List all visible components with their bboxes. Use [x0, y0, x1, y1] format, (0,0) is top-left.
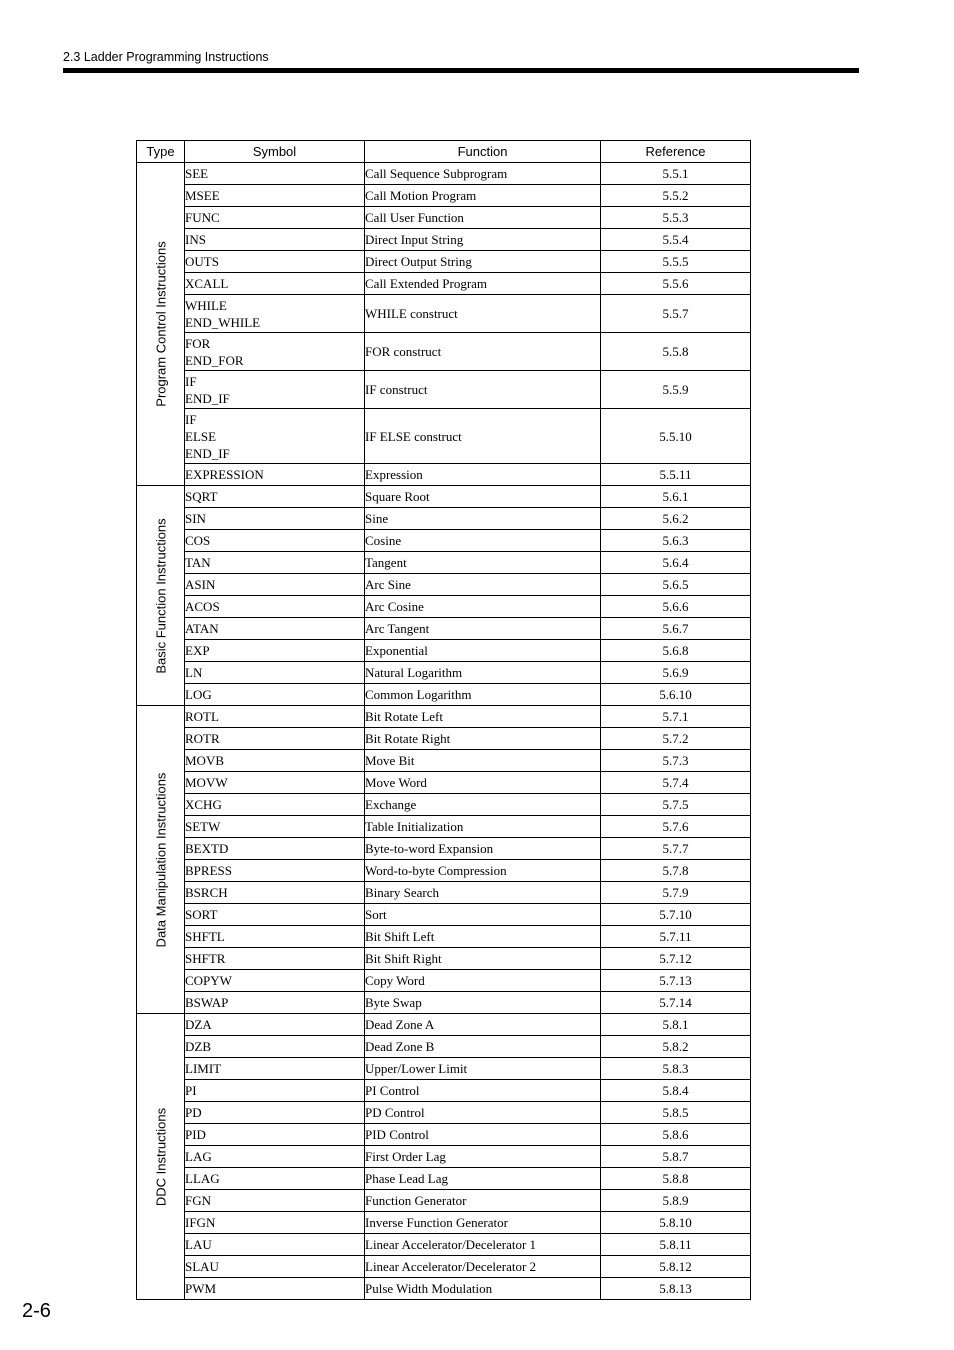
- table-row: [137, 640, 751, 662]
- symbol-cell: [185, 1014, 365, 1036]
- table-row: [137, 838, 751, 860]
- table-row: [137, 772, 751, 794]
- reference-cell: 5.7.2: [601, 728, 751, 750]
- symbol-text: WHILE: [185, 297, 227, 313]
- symbol-cell: [185, 794, 365, 816]
- symbol-cell: [185, 1058, 365, 1080]
- reference-cell: 5.5.10: [601, 409, 751, 464]
- table-row: [137, 185, 751, 207]
- table-row: [137, 1036, 751, 1058]
- symbol-text: XCHG: [185, 797, 222, 812]
- symbol-text: ATAN: [185, 621, 219, 636]
- symbol-text: LAU: [185, 1237, 212, 1252]
- symbol-text: FUNC: [185, 210, 220, 225]
- symbol-text: BSRCH: [185, 885, 228, 900]
- type-cell: [137, 706, 185, 1014]
- reference-cell: 5.7.5: [601, 794, 751, 816]
- function-cell: Cosine: [365, 530, 601, 552]
- table-row: [137, 163, 751, 185]
- function-cell: Call Extended Program: [365, 273, 601, 295]
- table-row: [137, 371, 751, 409]
- reference-cell: 5.5.4: [601, 229, 751, 251]
- table-row: [137, 860, 751, 882]
- symbol-text: TAN: [185, 555, 211, 570]
- table-row: [137, 794, 751, 816]
- symbol-cell: [185, 618, 365, 640]
- table-row: [137, 596, 751, 618]
- symbol-cell: [185, 640, 365, 662]
- function-cell: Function Generator: [365, 1190, 601, 1212]
- symbol-text: XCALL: [185, 276, 229, 291]
- table-row: [137, 1190, 751, 1212]
- reference-cell: 5.7.10: [601, 904, 751, 926]
- symbol-cell: [185, 333, 365, 371]
- symbol-cell: [185, 1234, 365, 1256]
- table-row: [137, 706, 751, 728]
- reference-cell: 5.7.8: [601, 860, 751, 882]
- symbol-cell: [185, 904, 365, 926]
- function-cell: Dead Zone A: [365, 1014, 601, 1036]
- reference-cell: 5.5.6: [601, 273, 751, 295]
- symbol-text: OUTS: [185, 254, 219, 269]
- symbol-text: ROTR: [185, 731, 220, 746]
- function-cell: PID Control: [365, 1124, 601, 1146]
- function-cell: First Order Lag: [365, 1146, 601, 1168]
- table-row: [137, 530, 751, 552]
- reference-cell: 5.7.13: [601, 970, 751, 992]
- type-label: Program Control Instructions: [153, 241, 168, 407]
- symbol-text: SLAU: [185, 1259, 219, 1274]
- function-cell: Table Initialization: [365, 816, 601, 838]
- symbol-text: BSWAP: [185, 995, 229, 1010]
- function-cell: Binary Search: [365, 882, 601, 904]
- reference-cell: 5.7.6: [601, 816, 751, 838]
- reference-cell: 5.8.8: [601, 1168, 751, 1190]
- reference-cell: 5.5.3: [601, 207, 751, 229]
- symbol-text: FGN: [185, 1193, 212, 1208]
- section-header: 2.3 Ladder Programming Instructions: [63, 50, 269, 64]
- symbol-text: SQRT: [185, 489, 218, 504]
- function-cell: Upper/Lower Limit: [365, 1058, 601, 1080]
- page-number: 2-6: [22, 1300, 51, 1322]
- symbol-text: END_FOR: [185, 352, 244, 368]
- symbol-cell: [185, 464, 365, 486]
- symbol-cell: [185, 992, 365, 1014]
- table-header-row: [137, 141, 751, 163]
- symbol-text: MOVB: [185, 753, 225, 768]
- function-cell: Dead Zone B: [365, 1036, 601, 1058]
- function-cell: Byte-to-word Expansion: [365, 838, 601, 860]
- reference-cell: 5.8.12: [601, 1256, 751, 1278]
- function-cell: Arc Sine: [365, 574, 601, 596]
- function-cell: Copy Word: [365, 970, 601, 992]
- symbol-text: LLAG: [185, 1171, 220, 1186]
- symbol-text: ACOS: [185, 599, 220, 614]
- symbol-cell: [185, 948, 365, 970]
- symbol-cell: [185, 229, 365, 251]
- reference-cell: 5.8.3: [601, 1058, 751, 1080]
- symbol-text: EXP: [185, 643, 210, 658]
- table-row: [137, 816, 751, 838]
- symbol-cell: [185, 207, 365, 229]
- symbol-text: LAG: [185, 1149, 212, 1164]
- reference-cell: 5.8.2: [601, 1036, 751, 1058]
- symbol-cell: [185, 163, 365, 185]
- table-row: [137, 948, 751, 970]
- symbol-cell: [185, 1080, 365, 1102]
- table-row: [137, 750, 751, 772]
- function-cell: Call Motion Program: [365, 185, 601, 207]
- table-row: [137, 409, 751, 464]
- reference-cell: 5.5.2: [601, 185, 751, 207]
- symbol-text: DZA: [185, 1017, 212, 1032]
- function-cell: Byte Swap: [365, 992, 601, 1014]
- reference-cell: 5.7.4: [601, 772, 751, 794]
- function-cell: Linear Accelerator/Decelerator 1: [365, 1234, 601, 1256]
- function-cell: Natural Logarithm: [365, 662, 601, 684]
- reference-cell: 5.6.4: [601, 552, 751, 574]
- symbol-cell: [185, 750, 365, 772]
- symbol-text: ELSE: [185, 428, 217, 444]
- symbol-text: SIN: [185, 511, 206, 526]
- reference-cell: 5.7.1: [601, 706, 751, 728]
- table-row: [137, 992, 751, 1014]
- table-row: [137, 574, 751, 596]
- symbol-cell: [185, 882, 365, 904]
- symbol-cell: [185, 1190, 365, 1212]
- table-row: [137, 970, 751, 992]
- table-row: [137, 1234, 751, 1256]
- symbol-text: COS: [185, 533, 211, 548]
- symbol-cell: [185, 574, 365, 596]
- reference-cell: 5.5.5: [601, 251, 751, 273]
- reference-cell: 5.5.9: [601, 371, 751, 409]
- symbol-text: FOR: [185, 335, 211, 351]
- function-cell: PI Control: [365, 1080, 601, 1102]
- table-row: [137, 229, 751, 251]
- table-row: [137, 926, 751, 948]
- symbol-cell: [185, 816, 365, 838]
- function-cell: Pulse Width Modulation: [365, 1278, 601, 1300]
- table-row: [137, 251, 751, 273]
- function-cell: Sort: [365, 904, 601, 926]
- function-cell: IF construct: [365, 371, 601, 409]
- symbol-text: PI: [185, 1083, 197, 1098]
- table-row: [137, 662, 751, 684]
- table-row: [137, 904, 751, 926]
- reference-cell: 5.6.2: [601, 508, 751, 530]
- symbol-text: PWM: [185, 1281, 217, 1296]
- header-function: Function: [365, 141, 601, 163]
- symbol-text: IF: [185, 373, 197, 389]
- function-cell: Bit Shift Right: [365, 948, 601, 970]
- table-row: [137, 1278, 751, 1300]
- function-cell: Linear Accelerator/Decelerator 2: [365, 1256, 601, 1278]
- symbol-cell: [185, 251, 365, 273]
- reference-cell: 5.7.11: [601, 926, 751, 948]
- function-cell: Phase Lead Lag: [365, 1168, 601, 1190]
- table-row: [137, 486, 751, 508]
- symbol-cell: [185, 273, 365, 295]
- table-row: [137, 618, 751, 640]
- symbol-text: SETW: [185, 819, 221, 834]
- symbol-cell: [185, 728, 365, 750]
- reference-cell: 5.6.7: [601, 618, 751, 640]
- function-cell: Bit Rotate Right: [365, 728, 601, 750]
- reference-cell: 5.6.8: [601, 640, 751, 662]
- reference-cell: 5.6.3: [601, 530, 751, 552]
- symbol-cell: [185, 409, 365, 464]
- symbol-cell: [185, 860, 365, 882]
- reference-cell: 5.6.1: [601, 486, 751, 508]
- symbol-text: INS: [185, 232, 206, 247]
- symbol-text: SORT: [185, 907, 218, 922]
- symbol-text: IFGN: [185, 1215, 216, 1230]
- symbol-cell: [185, 1036, 365, 1058]
- reference-cell: 5.6.5: [601, 574, 751, 596]
- reference-cell: 5.5.1: [601, 163, 751, 185]
- table-row: [137, 333, 751, 371]
- symbol-text: END_WHILE: [185, 314, 261, 330]
- symbol-text: DZB: [185, 1039, 211, 1054]
- function-cell: Direct Input String: [365, 229, 601, 251]
- symbol-text: MOVW: [185, 775, 228, 790]
- reference-cell: 5.8.9: [601, 1190, 751, 1212]
- table-row: [137, 207, 751, 229]
- symbol-cell: [185, 706, 365, 728]
- reference-cell: 5.7.14: [601, 992, 751, 1014]
- reference-cell: 5.8.11: [601, 1234, 751, 1256]
- symbol-cell: [185, 1278, 365, 1300]
- symbol-text: IF: [185, 411, 197, 427]
- symbol-text: SHFTL: [185, 929, 225, 944]
- function-cell: Sine: [365, 508, 601, 530]
- reference-cell: 5.6.9: [601, 662, 751, 684]
- symbol-cell: [185, 508, 365, 530]
- function-cell: Arc Cosine: [365, 596, 601, 618]
- symbol-cell: [185, 1146, 365, 1168]
- table-row: [137, 684, 751, 706]
- header-type: Type: [137, 141, 185, 163]
- table-row: [137, 1124, 751, 1146]
- symbol-cell: [185, 596, 365, 618]
- symbol-cell: [185, 1212, 365, 1234]
- symbol-cell: [185, 970, 365, 992]
- symbol-cell: [185, 926, 365, 948]
- table-row: [137, 1058, 751, 1080]
- table-row: [137, 1014, 751, 1036]
- table-row: [137, 728, 751, 750]
- table-row: [137, 552, 751, 574]
- table-row: [137, 1146, 751, 1168]
- function-cell: Bit Shift Left: [365, 926, 601, 948]
- reference-cell: 5.5.7: [601, 295, 751, 333]
- table-row: [137, 508, 751, 530]
- table-row: [137, 1212, 751, 1234]
- function-cell: Call Sequence Subprogram: [365, 163, 601, 185]
- symbol-text: EXPRESSION: [185, 467, 264, 482]
- reference-cell: 5.7.3: [601, 750, 751, 772]
- function-cell: Direct Output String: [365, 251, 601, 273]
- symbol-cell: [185, 552, 365, 574]
- symbol-text: PID: [185, 1127, 206, 1142]
- symbol-text: MSEE: [185, 188, 220, 203]
- symbol-text: END_IF: [185, 445, 230, 461]
- symbol-text: SEE: [185, 166, 209, 181]
- symbol-text: BEXTD: [185, 841, 229, 856]
- reference-cell: 5.8.1: [601, 1014, 751, 1036]
- symbol-text: PD: [185, 1105, 202, 1120]
- table-row: [137, 1080, 751, 1102]
- table-row: [137, 1256, 751, 1278]
- function-cell: WHILE construct: [365, 295, 601, 333]
- function-cell: Move Bit: [365, 750, 601, 772]
- function-cell: Common Logarithm: [365, 684, 601, 706]
- symbol-text: SHFTR: [185, 951, 226, 966]
- symbol-text: LOG: [185, 687, 212, 702]
- type-cell: [137, 486, 185, 706]
- symbol-cell: [185, 1102, 365, 1124]
- table-row: [137, 464, 751, 486]
- reference-cell: 5.6.6: [601, 596, 751, 618]
- table-row: [137, 882, 751, 904]
- function-cell: Bit Rotate Left: [365, 706, 601, 728]
- symbol-text: LIMIT: [185, 1061, 222, 1076]
- header-symbol: Symbol: [185, 141, 365, 163]
- function-cell: IF ELSE construct: [365, 409, 601, 464]
- type-cell: [137, 1014, 185, 1300]
- symbol-cell: [185, 530, 365, 552]
- reference-cell: 5.8.13: [601, 1278, 751, 1300]
- table-body: [137, 163, 751, 1300]
- table-row: [137, 1168, 751, 1190]
- function-cell: PD Control: [365, 1102, 601, 1124]
- function-cell: Inverse Function Generator: [365, 1212, 601, 1234]
- function-cell: Square Root: [365, 486, 601, 508]
- symbol-cell: [185, 1256, 365, 1278]
- symbol-cell: [185, 185, 365, 207]
- function-cell: Exponential: [365, 640, 601, 662]
- function-cell: Move Word: [365, 772, 601, 794]
- header-rule: [63, 68, 859, 73]
- symbol-text: ROTL: [185, 709, 219, 724]
- reference-cell: 5.5.8: [601, 333, 751, 371]
- reference-cell: 5.7.12: [601, 948, 751, 970]
- symbol-cell: [185, 1168, 365, 1190]
- symbol-cell: [185, 295, 365, 333]
- type-label: DDC Instructions: [153, 1107, 168, 1206]
- symbol-cell: [185, 684, 365, 706]
- symbol-cell: [185, 1124, 365, 1146]
- reference-cell: 5.8.6: [601, 1124, 751, 1146]
- header-reference: Reference: [601, 141, 751, 163]
- symbol-text: BPRESS: [185, 863, 232, 878]
- table-row: [137, 295, 751, 333]
- table-row: [137, 273, 751, 295]
- reference-cell: 5.8.5: [601, 1102, 751, 1124]
- symbol-text: COPYW: [185, 973, 232, 988]
- symbol-cell: [185, 838, 365, 860]
- reference-cell: 5.7.9: [601, 882, 751, 904]
- function-cell: Tangent: [365, 552, 601, 574]
- type-label: Basic Function Instructions: [153, 517, 168, 674]
- reference-cell: 5.8.4: [601, 1080, 751, 1102]
- function-cell: Arc Tangent: [365, 618, 601, 640]
- symbol-cell: [185, 486, 365, 508]
- symbol-cell: [185, 662, 365, 684]
- reference-cell: 5.8.7: [601, 1146, 751, 1168]
- function-cell: Call User Function: [365, 207, 601, 229]
- symbol-text: ASIN: [185, 577, 216, 592]
- symbol-text: LN: [185, 665, 203, 680]
- symbol-cell: [185, 371, 365, 409]
- symbol-text: END_IF: [185, 390, 230, 406]
- reference-cell: 5.5.11: [601, 464, 751, 486]
- function-cell: FOR construct: [365, 333, 601, 371]
- table-row: [137, 1102, 751, 1124]
- type-label: Data Manipulation Instructions: [153, 772, 168, 947]
- function-cell: Word-to-byte Compression: [365, 860, 601, 882]
- function-cell: Expression: [365, 464, 601, 486]
- symbol-cell: [185, 772, 365, 794]
- function-cell: Exchange: [365, 794, 601, 816]
- reference-cell: 5.6.10: [601, 684, 751, 706]
- reference-cell: 5.7.7: [601, 838, 751, 860]
- reference-cell: 5.8.10: [601, 1212, 751, 1234]
- instruction-table: [136, 140, 751, 1300]
- type-cell: [137, 163, 185, 486]
